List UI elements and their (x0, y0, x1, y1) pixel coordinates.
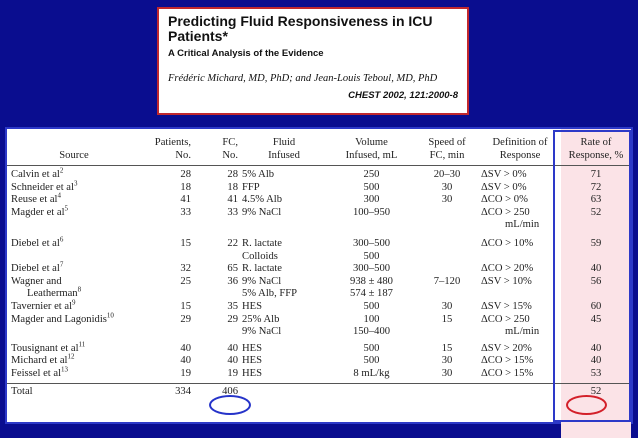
row-filler (7, 398, 631, 438)
header-source-1 (7, 129, 141, 149)
cell-fc: 18 (193, 182, 240, 195)
cell-definition: ΔSV > 20% (479, 343, 561, 356)
cell-fluid: 9% NaCl (240, 207, 328, 220)
header-source-2: Source (7, 149, 141, 166)
header-speed-1: Speed of (415, 129, 479, 149)
ref-number: 4 (57, 192, 61, 200)
cell-source (7, 314, 141, 327)
cell-fc: 41 (193, 194, 240, 207)
cell-fc: 33 (193, 207, 240, 220)
source-name: Magder and Lagonidis (11, 314, 107, 325)
header-patients-1: Patients, (141, 129, 193, 149)
cell-patients: 15 (141, 301, 193, 314)
cell-definition: mL/min (479, 219, 561, 232)
cell-fluid: 9% NaCl (240, 326, 328, 339)
total-rate-circle (566, 395, 607, 415)
source-name: Michard et al (11, 355, 67, 366)
table-row-continuation (7, 251, 631, 264)
cell-speed: 30 (415, 182, 479, 195)
cell-definition (479, 251, 561, 264)
cell-rate: 53 (561, 368, 631, 383)
cell-rate: 56 (561, 276, 631, 289)
cell-definition: mL/min (479, 326, 561, 339)
article-citation: CHEST 2002, 121:2000-8 (168, 90, 458, 101)
cell-patients: 18 (141, 182, 193, 195)
cell-speed: 15 (415, 314, 479, 327)
ref-number: 13 (61, 365, 68, 373)
header-fluid-1: Fluid (240, 129, 328, 149)
ref-number: 7 (60, 261, 64, 269)
source-name: Leatherman (27, 288, 78, 299)
cell-definition: ΔCO > 250 (479, 207, 561, 220)
cell-patients: 25 (141, 276, 193, 289)
article-subtitle: A Critical Analysis of the Evidence (168, 48, 458, 59)
cell-fluid: 5% Alb (240, 166, 328, 182)
cell-definition: ΔCO > 10% (479, 238, 561, 251)
table-row (7, 263, 631, 276)
cell-fc: 28 (193, 166, 240, 182)
cell-source (7, 368, 141, 383)
cell-rate: 45 (561, 314, 631, 327)
cell-definition: ΔCO > 20% (479, 263, 561, 276)
cell-fc: 65 (193, 263, 240, 276)
cell-speed (415, 263, 479, 276)
table-row (7, 343, 631, 356)
table-row-continuation (7, 326, 631, 339)
source-name: Calvin et al (11, 169, 60, 180)
source-name: Diebel et al (11, 263, 60, 274)
table-row (7, 301, 631, 314)
cell-definition: ΔSV > 0% (479, 166, 561, 182)
cell-speed: 30 (415, 301, 479, 314)
table-body (7, 166, 631, 438)
cell-volume: 574 ± 187 (328, 288, 415, 301)
cell-fluid: 4.5% Alb (240, 194, 328, 207)
cell-fc: 40 (193, 343, 240, 356)
cell-patients: 19 (141, 368, 193, 383)
cell-patients: 29 (141, 314, 193, 327)
cell-speed: 20–30 (415, 166, 479, 182)
source-name: Wagner and (11, 276, 62, 287)
source-name: Feissel et al (11, 368, 61, 379)
ref-number: 9 (72, 298, 76, 306)
cell-fluid: R. lactate (240, 238, 328, 251)
cell-fluid: 5% Alb, FFP (240, 288, 328, 301)
source-name: Diebel et al (11, 238, 60, 249)
ref-number: 8 (78, 286, 82, 294)
cell-fc: 29 (193, 314, 240, 327)
table-row-continuation (7, 219, 631, 232)
table-header-row-1 (7, 129, 631, 149)
cell-volume: 150–400 (328, 326, 415, 339)
cell-fluid: HES (240, 355, 328, 368)
cell-definition: ΔSV > 10% (479, 276, 561, 289)
cell-rate: 60 (561, 301, 631, 314)
total-patients: 334 (141, 383, 193, 398)
cell-patients: 40 (141, 343, 193, 356)
cell-volume: 500 (328, 355, 415, 368)
table-row-continuation (7, 288, 631, 301)
cell-volume: 300–500 (328, 238, 415, 251)
cell-volume: 100–950 (328, 207, 415, 220)
source-name: Tavernier et al (11, 301, 72, 312)
title-box (157, 7, 469, 115)
cell-definition: ΔSV > 15% (479, 301, 561, 314)
cell-patients: 40 (141, 355, 193, 368)
cell-speed: 15 (415, 343, 479, 356)
ref-number: 12 (67, 353, 74, 361)
table-row (7, 238, 631, 251)
cell-rate: 40 (561, 343, 631, 356)
header-rate-1: Rate of (561, 129, 631, 149)
ref-number: 10 (107, 311, 114, 319)
source-name: Tousignant et al (11, 343, 79, 354)
cell-patients: 41 (141, 194, 193, 207)
cell-source (7, 207, 141, 220)
cell-volume: 8 mL/kg (328, 368, 415, 383)
cell-fc: 35 (193, 301, 240, 314)
cell-source (7, 301, 141, 314)
cell-fluid: HES (240, 343, 328, 356)
cell-speed (415, 238, 479, 251)
table-row (7, 276, 631, 289)
article-authors: Frédéric Michard, MD, PhD; and Jean-Louis Teboul, MD, PhD (168, 73, 458, 84)
cell-fluid: Colloids (240, 251, 328, 264)
cell-definition: ΔCO > 15% (479, 368, 561, 383)
studies-table-box (5, 127, 633, 424)
cell-rate: 71 (561, 166, 631, 182)
cell-fluid: HES (240, 368, 328, 383)
ref-number: 3 (74, 179, 78, 187)
cell-fc: 36 (193, 276, 240, 289)
cell-fluid: 25% Alb (240, 314, 328, 327)
cell-speed: 30 (415, 368, 479, 383)
ref-number: 2 (60, 166, 64, 174)
cell-patients: 15 (141, 238, 193, 251)
source-name: Schneider et al (11, 182, 74, 193)
cell-volume: 300–500 (328, 263, 415, 276)
cell-fluid: HES (240, 301, 328, 314)
source-name: Magder et al (11, 207, 65, 218)
table-row (7, 207, 631, 220)
cell-fc: 22 (193, 238, 240, 251)
cell-source (7, 194, 141, 207)
cell-definition: ΔSV > 0% (479, 182, 561, 195)
total-label: Total (7, 383, 141, 398)
cell-volume: 500 (328, 182, 415, 195)
ref-number: 6 (60, 235, 64, 243)
cell-speed: 7–120 (415, 276, 479, 289)
cell-definition: ΔCO > 250 (479, 314, 561, 327)
header-fluid-2: Infused (240, 149, 328, 166)
cell-fluid: FFP (240, 182, 328, 195)
cell-speed: 30 (415, 194, 479, 207)
cell-fluid: R. lactate (240, 263, 328, 276)
cell-volume (328, 219, 415, 232)
header-speed-2: FC, min (415, 149, 479, 166)
cell-volume: 938 ± 480 (328, 276, 415, 289)
ref-number: 5 (65, 204, 69, 212)
table-row (7, 368, 631, 383)
cell-patients: 28 (141, 166, 193, 182)
total-rate: 52 (561, 383, 631, 398)
table-total-row (7, 383, 631, 398)
cell-source (7, 276, 141, 289)
cell-rate: 59 (561, 238, 631, 251)
cell-definition: ΔCO > 15% (479, 355, 561, 368)
table-row (7, 194, 631, 207)
cell-rate: 63 (561, 194, 631, 207)
cell-fc: 19 (193, 368, 240, 383)
header-fc-2: No. (193, 149, 240, 166)
cell-rate: 40 (561, 263, 631, 276)
cell-source (7, 182, 141, 195)
header-patients-2: No. (141, 149, 193, 166)
cell-volume: 500 (328, 251, 415, 264)
cell-volume: 250 (328, 166, 415, 182)
header-definition-2: Response (479, 149, 561, 166)
cell-volume: 500 (328, 301, 415, 314)
table-row (7, 182, 631, 195)
cell-source (7, 238, 141, 251)
table-row (7, 166, 631, 182)
cell-rate: 72 (561, 182, 631, 195)
total-fc: 406 (193, 383, 240, 398)
ref-number: 11 (79, 340, 86, 348)
cell-volume: 100 (328, 314, 415, 327)
cell-volume: 300 (328, 194, 415, 207)
studies-table (7, 129, 631, 438)
cell-source (7, 263, 141, 276)
header-fc-1: FC, (193, 129, 240, 149)
header-volume-1: Volume (328, 129, 415, 149)
article-title: Predicting Fluid Responsiveness in ICU Patients* (168, 14, 458, 44)
cell-rate: 40 (561, 355, 631, 368)
table-header-row-2 (7, 149, 631, 166)
cell-fluid: 9% NaCl (240, 276, 328, 289)
cell-source (7, 355, 141, 368)
header-definition-1: Definition of (479, 129, 561, 149)
cell-fluid (240, 219, 328, 232)
cell-definition (479, 288, 561, 301)
table-row (7, 355, 631, 368)
cell-speed: 30 (415, 355, 479, 368)
cell-patients: 32 (141, 263, 193, 276)
cell-definition: ΔCO > 0% (479, 194, 561, 207)
header-volume-2: Infused, mL (328, 149, 415, 166)
cell-rate: 52 (561, 207, 631, 220)
total-fc-circle (209, 395, 251, 415)
cell-speed (415, 207, 479, 220)
cell-volume: 500 (328, 343, 415, 356)
table-row (7, 314, 631, 327)
cell-fc: 40 (193, 355, 240, 368)
cell-patients: 33 (141, 207, 193, 220)
header-rate-2: Response, % (561, 149, 631, 166)
source-name: Reuse et al (11, 194, 57, 205)
